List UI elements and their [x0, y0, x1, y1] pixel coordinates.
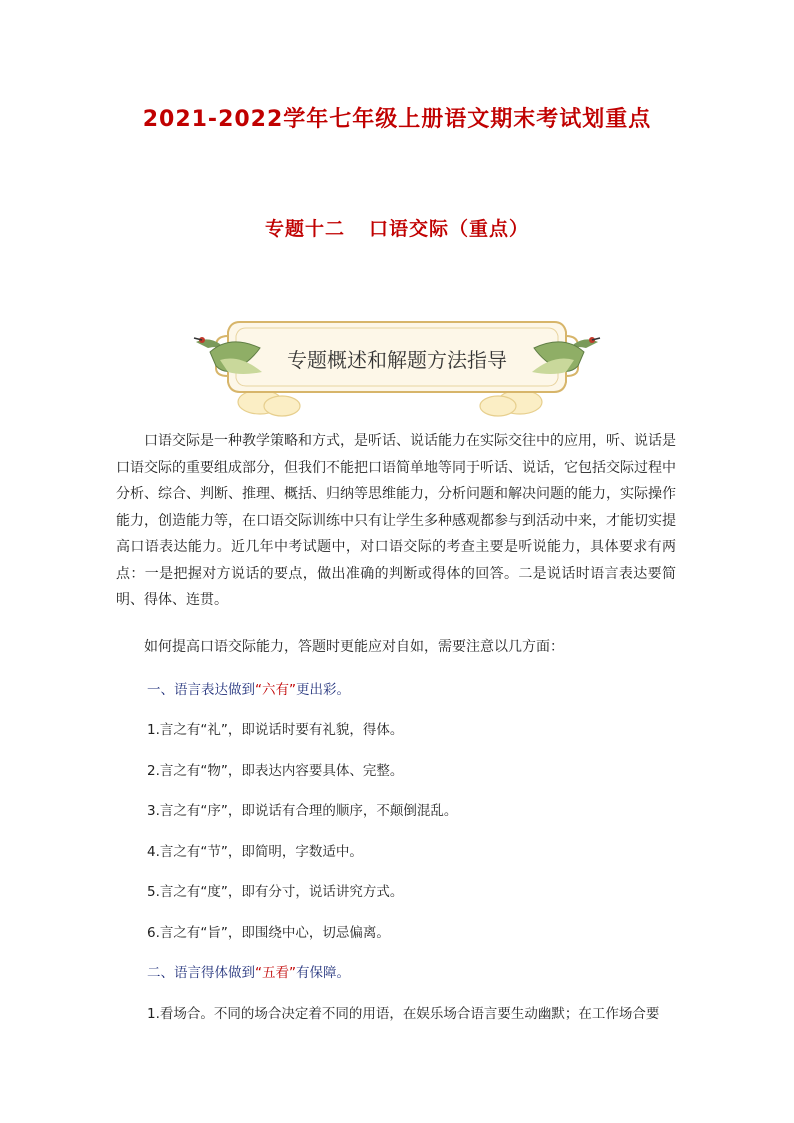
section-heading-2: 二、语言得体做到“五看”有保障。	[147, 965, 350, 981]
list-item: 3.言之有“序”，即说话有合理的顺序，不颠倒混乱。	[147, 803, 458, 819]
list-item: 1.看场合。不同的场合决定着不同的用语，在娱乐场合语言要生动幽默；在工作场合要	[147, 1006, 660, 1022]
banner-heading: 专题概述和解题方法指导	[287, 348, 507, 372]
list-item: 2.言之有“物”，即表达内容要具体、完整。	[147, 763, 404, 779]
section-subtitle	[0, 214, 794, 241]
section-heading-1: 一、语言表达做到“六有”更出彩。	[147, 682, 350, 698]
subtitle-topic-name: 口语交际（重点）	[369, 218, 530, 240]
intro-paragraph: 口语交际是一种教学策略和方式，是听话、说话能力在实际交往中的应用，听、说话是口语交际的重要组成部分，但我们不能把口语简单地等同于听话、说话，它包括交际过程中分析、综合、判断、推理、概括、归纳等思维能力，分析问题和解决问题的能力，实际操作能力，创造能力等，在口语交际训练中只有让学生多种感观都参与到活动中来，才能切实提高口语表达能力。近几年中考试题中，对口语交际的考查主要是听说能力，具体要求有两点：一是把握对方说话的要点，做出准确的判断或得体的回答。二是说话时语言表达要简明、得体、连贯。	[116, 433, 676, 608]
subtitle-topic-number: 专题十二	[264, 218, 345, 240]
guidance-paragraph: 如何提高口语交际能力，答题时更能应对自如，需要注意以几方面：	[144, 639, 564, 655]
list-item: 4.言之有“节”，即简明，字数适中。	[147, 844, 363, 860]
list-item: 5.言之有“度”，即有分寸，说话讲究方式。	[147, 884, 404, 900]
list-item: 6.言之有“旨”，即围绕中心，切忌偏离。	[147, 925, 390, 941]
document-title: 2021-2022学年七年级上册语文期末考试划重点	[142, 107, 652, 132]
section-banner	[190, 314, 604, 420]
list-item: 1.言之有“礼”，即说话时要有礼貌，得体。	[147, 722, 404, 738]
